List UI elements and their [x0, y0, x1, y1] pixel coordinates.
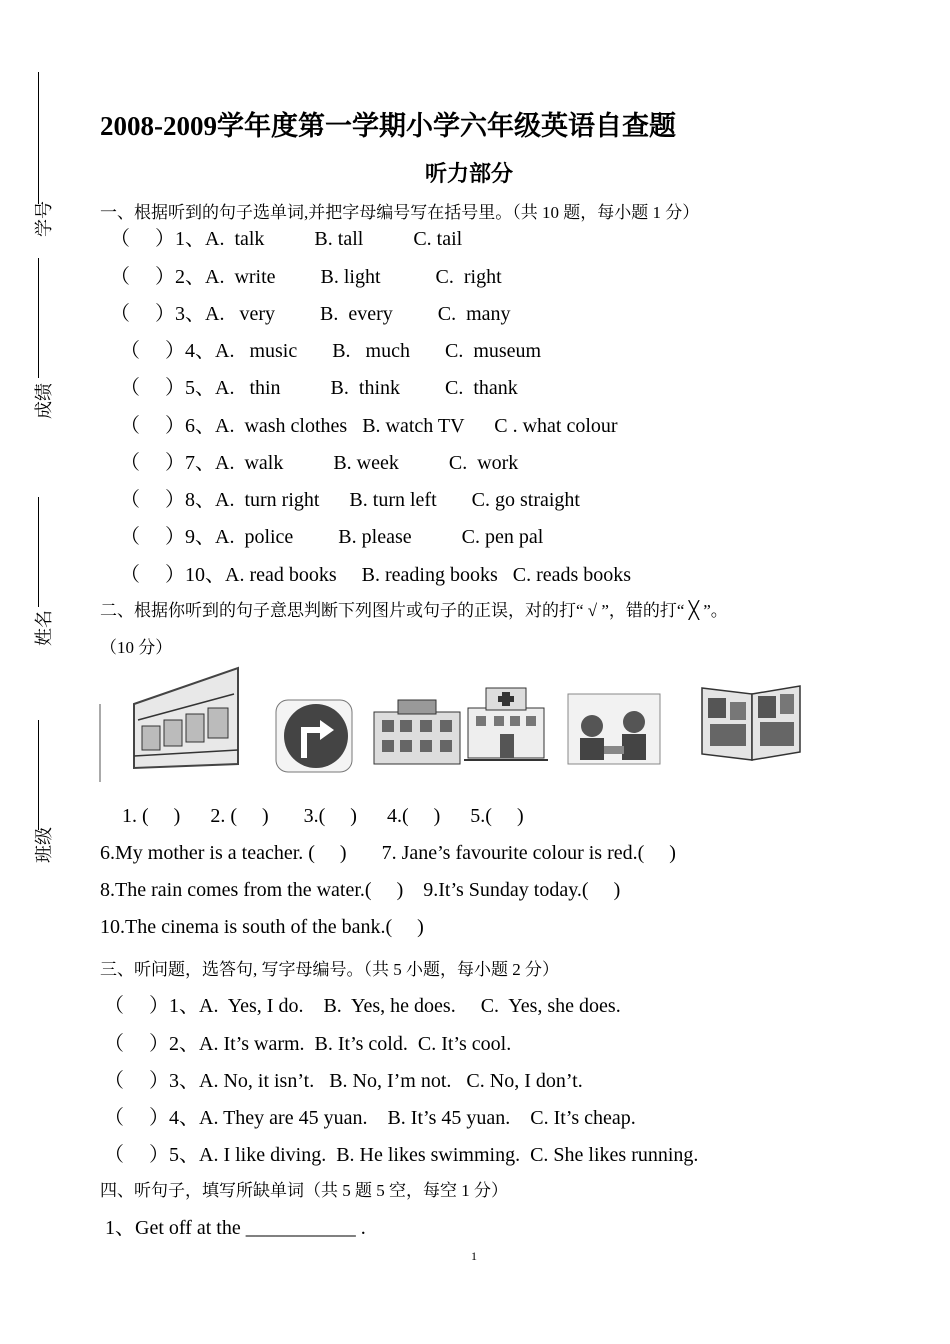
bus-picture [100, 668, 238, 782]
name-label: 姓名 [34, 610, 54, 646]
part1-item: （ ）4、A. music B. much C. museum [110, 340, 542, 362]
part3-item: （ ）2、A. It’s warm. B. It’s cold. C. It’s cool. [104, 1033, 512, 1055]
part1-item: （ ）8、A. turn right B. turn left C. go straight [110, 489, 580, 511]
student-number-label: 学号 [34, 201, 54, 237]
part1-item: （ ）9、A. police B. please C. pen pal [110, 526, 544, 548]
page-subtitle: 听力部分 [425, 161, 514, 186]
margin-rule-3 [38, 497, 39, 607]
page-number: 1 [471, 1249, 477, 1263]
part2-picture-answers: 1. ( ) 2. ( ) 3.( ) 4.( ) 5.( ) [122, 805, 524, 827]
part2-sentence: 8.The rain comes from the water.( ) 9.It’s Sunday today.( ) [100, 879, 621, 901]
part3-heading: 三、听问题，选答句, 写字母编号。（共 5 小题，每小题 2 分） [100, 960, 559, 979]
school-building-picture [374, 700, 460, 764]
margin-rule-2 [38, 258, 39, 378]
part1-item: （ ）3、A. very B. every C. many [110, 303, 511, 325]
part1-item: （ ）10、A. read books B. reading books C. reads books [110, 564, 632, 586]
part3-item: （ ）4、A. They are 45 yuan. B. It’s 45 yuan. C. It’s cheap. [104, 1107, 636, 1129]
part1-heading: 一、根据听到的句子选单词,并把字母编号写在括号里。（共 10 题，每小题 1 分） [100, 203, 700, 222]
part3-item: （ ）5、A. I like diving. B. He likes swimming. C. She likes running. [104, 1144, 699, 1166]
part3-item: （ ）3、A. No, it isn’t. B. No, I’m not. C. No, I don’t. [104, 1070, 583, 1092]
page-title: 2008-2009学年度第一学期小学六年级英语自查题 [100, 111, 676, 141]
margin-rule-4 [38, 720, 39, 830]
part1-item: （ ）6、A. wash clothes B. watch TV C . what colour [110, 415, 618, 437]
hospital-picture [464, 688, 548, 760]
score-label: 成绩 [34, 383, 54, 419]
part2-sentence: 10.The cinema is south of the bank.( ) [100, 916, 424, 938]
margin-rule-top [38, 72, 39, 204]
part1-item: （ ）7、A. walk B. week C. work [110, 452, 519, 474]
part2-sentence: 6.My mother is a teacher. ( ) 7. Jane’s favourite colour is red.( ) [100, 842, 676, 864]
part1-item: （ ）2、A. write B. light C. right [110, 266, 502, 288]
turn-right-sign-picture [276, 700, 352, 772]
part2-heading: 二、根据你听到的句子意思判断下列图片或句子的正误，对的打“ √ ”，错的打“ ╳ ”。 [100, 601, 728, 620]
part2-points: （10 分） [100, 638, 173, 657]
open-book-picture [702, 686, 800, 760]
picture-strip [98, 664, 808, 786]
part3-item: （ ）1、A. Yes, I do. B. Yes, he does. C. Yes, she does. [104, 995, 621, 1017]
part4-item: 1、Get off at the ___________ . [100, 1217, 366, 1239]
part4-heading: 四、听句子，填写所缺单词（共 5 题 5 空，每空 1 分） [100, 1181, 508, 1200]
class-label: 班级 [34, 827, 54, 863]
part1-item: （ ）5、A. thin B. think C. thank [110, 377, 518, 399]
part1-item: （ ）1、A. talk B. tall C. tail [110, 228, 463, 250]
people-talking-picture [568, 694, 660, 764]
